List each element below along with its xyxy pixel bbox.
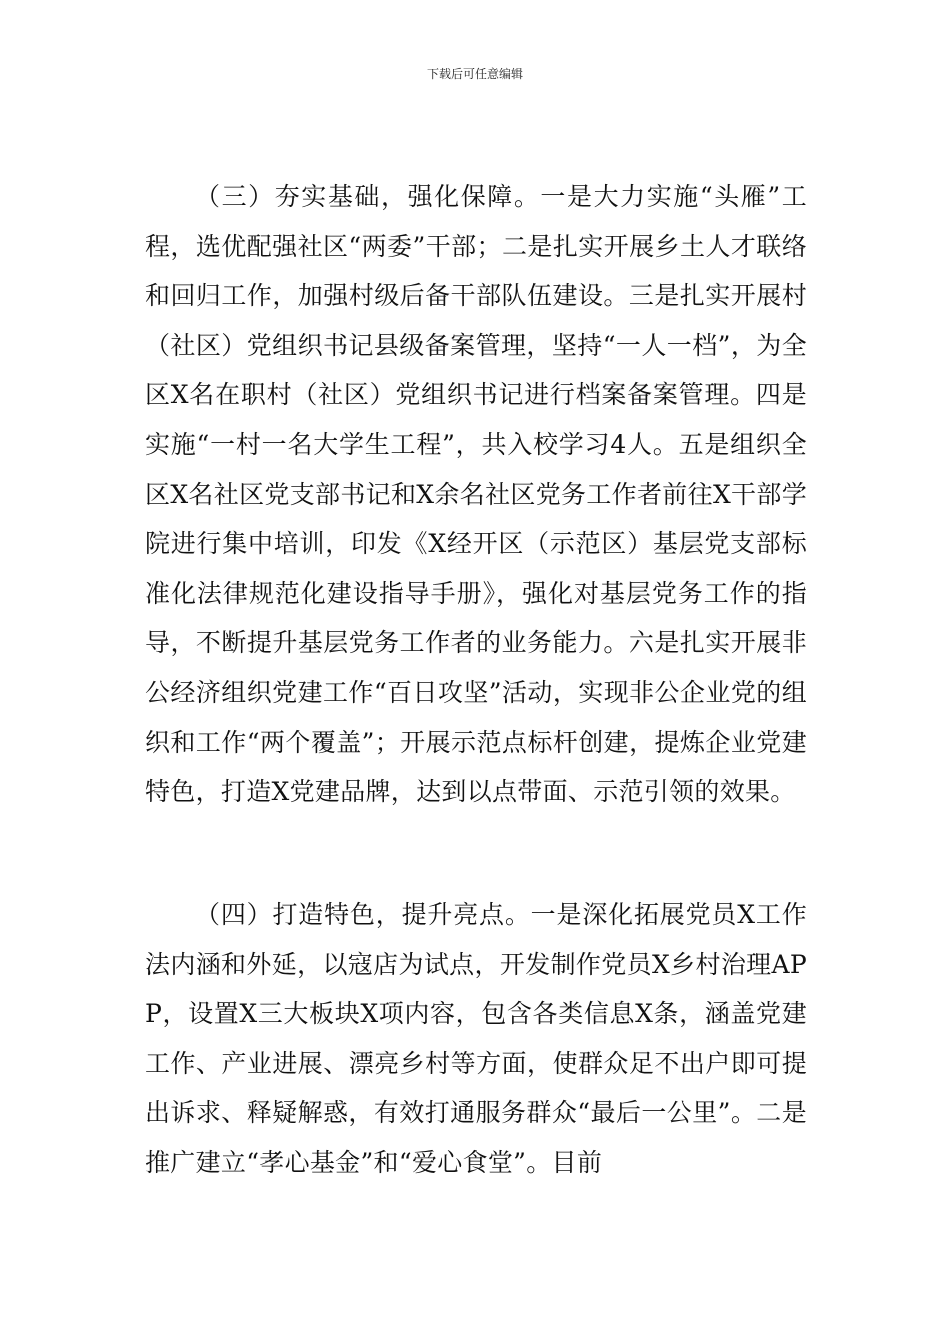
page-header-note: 下载后可任意编辑 (426, 67, 523, 81)
paragraph-text: （四）打造特色，提升亮点。一是深化拓展党员X工作法内涵和外延，以寇店为试点，开发制作党员X乡村治理APP，设置X三大板块X项内容，包含各类信息X条，涵盖党建工作、产业进展、漂亮乡村等方面，使群众足不出户即可提出诉求、释疑解惑，有效打通服务群众“最后一公里”。二是推广建立“孝心基金”和“爱心食堂”。目前 (145, 900, 807, 1177)
paragraph-text: （三）夯实基础，强化保障。一是大力实施“头雁”工程，选优配强社区“两委”干部；二是扎实开展乡土人才联络和回归工作，加强村级后备干部队伍建设。三是扎实开展村（社区）党组织书记县级备案管理，坚持“一人一档”，为全区X名在职村（社区）党组织书记进行档案备案管理。四是实施“一村一名大学生工程”，共入校学习4人。五是组织全区X名社区党支部书记和X余名社区党务工作者前往X干部学院进行集中培训，印发《X经开区（示范区）基层党支部标准化法律规范化建设指导手册》，强化对基层党务工作的指导，不断提升基层党务工作者的业务能力。六是扎实开展非公经济组织党建工作“百日攻坚”活动，实现非公企业党的组织和工作“两个覆盖”；开展示范点标杆创建，提炼企业党建特色，打造X党建品牌，达到以点带面、示范引领的效果。 (145, 182, 807, 807)
paragraph-section-three (145, 172, 807, 817)
paragraph-section-four (145, 890, 807, 1188)
